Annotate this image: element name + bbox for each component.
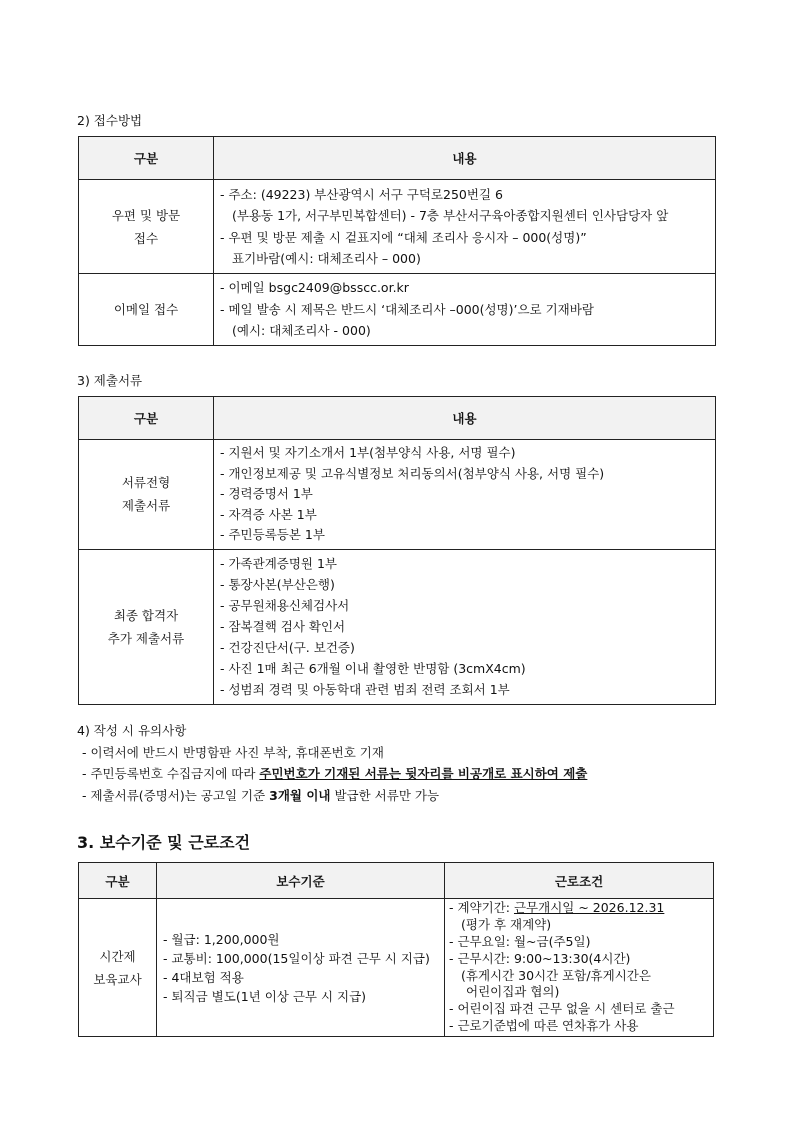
pay-content: - 월급: 1,200,000원 - 교통비: 100,000(15일이상 파견 근무 시 지급) - 4대보험 적용 - 퇴직금 별도(1년 이상 근무 시 지급) [157, 899, 445, 1037]
note-item: - 주민등록번호 수집금지에 따라 주민번호가 기재된 서류는 뒷자리를 비공개로 표시하여 제출 [82, 766, 588, 781]
col-content-header: 내용 [214, 397, 716, 440]
note-item: - 이력서에 반드시 반명함판 사진 부착, 휴대폰번호 기재 [82, 744, 384, 760]
col-conditions-header: 근로조건 [445, 863, 714, 899]
col-pay-header: 보수기준 [157, 863, 445, 899]
table-row [79, 274, 716, 346]
note-item: - 제출서류(증명서)는 공고일 기준 3개월 이내 발급한 서류만 가능 [82, 787, 440, 803]
section-title: 3. 보수기준 및 근로조건 [77, 833, 251, 852]
row-category: 시간제 보육교사 [79, 899, 157, 1037]
notes-section [77, 720, 587, 806]
row-category: 우편 및 방문 접수 [79, 180, 214, 274]
pay-table [78, 862, 714, 1037]
col-category-header: 구분 [79, 137, 214, 180]
conditions-content: - 계약기간: 근무개시일 ~ 2026.12.31 (평가 후 재계약) - 근무요일: 월~금(주5일) - 근무시간: 9:00~13:30(4시간) (휴게시간 30시간 포함/휴게시간은 어린이집과 협의) - 어린이집 파견 근무 없을 시 센터로 출근 - 근로기준법에 따른 연차휴가 사용 [445, 899, 714, 1037]
row-content: - 지원서 및 자기소개서 1부(첨부양식 사용, 서명 필수) - 개인정보제공 및 고유식별정보 처리동의서(첨부양식 사용, 서명 필수) - 경력증명서 1부 - 자격증 사본 1부 - 주민등록등본 1부 [214, 440, 716, 550]
table-row [79, 549, 716, 704]
documents-table [78, 396, 716, 705]
row-content: - 이메일 bsgc2409@bsscc.or.kr - 메일 발송 시 제목은 반드시 ‘대체조리사 –000(성명)’으로 기재바람 (예시: 대체조리사 - 000) [214, 274, 716, 346]
row-content: - 주소: (49223) 부산광역시 서구 구덕로250번길 6 (부용동 1가, 서구부민복합센터) - 7층 부산서구육아종합지원센터 인사담당자 앞 - 우편 및 방문 제출 시 겉표지에 “대체 조리사 응시자 – 000(성명)” 표기바람(예시: 대체조리사 – 000) [214, 180, 716, 274]
row-category: 이메일 접수 [79, 274, 214, 346]
documents-heading: 3) 제출서류 [77, 373, 143, 388]
col-category-header: 구분 [79, 863, 157, 899]
row-category: 서류전형 제출서류 [79, 440, 214, 550]
row-content: - 가족관계증명원 1부 - 통장사본(부산은행) - 공무원채용신체검사서 - 잠복결핵 검사 확인서 - 건강진단서(구. 보건증) - 사진 1매 최근 6개월 이내 촬영한 반명함 (3cmX4cm) - 성범죄 경력 및 아동학대 관련 범죄 전력 조회서 1부 [214, 549, 716, 704]
row-category: 최종 합격자 추가 제출서류 [79, 549, 214, 704]
notes-heading: 4) 작성 시 유의사항 [77, 723, 187, 738]
col-category-header: 구분 [79, 397, 214, 440]
table-row [79, 899, 714, 1037]
reception-table [78, 136, 716, 346]
table-row [79, 180, 716, 274]
table-row [79, 440, 716, 550]
reception-heading: 2) 접수방법 [77, 113, 143, 128]
col-content-header: 내용 [214, 137, 716, 180]
